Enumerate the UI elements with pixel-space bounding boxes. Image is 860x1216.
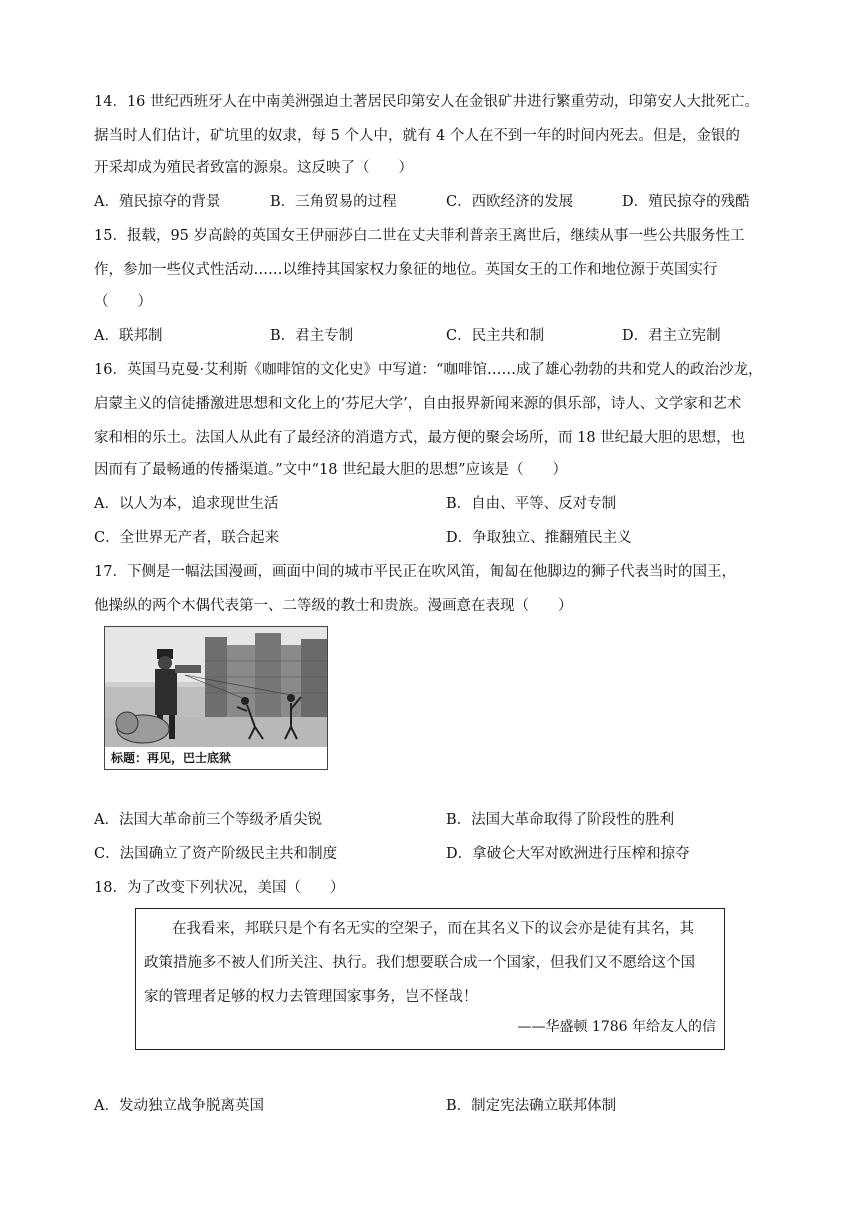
q15-stem-line-1: 15．报载，95 岁高龄的英国女王伊丽莎白二世在丈夫菲利普亲王离世后，继续从事一些公共服务性工: [94, 228, 745, 244]
q16-option-d: D．争取独立、推翻殖民主义: [446, 530, 632, 546]
q14-option-c: C．西欧经济的发展: [446, 194, 574, 210]
q17-option-d: D．拿破仑大军对欧洲进行压榨和掠夺: [446, 846, 690, 862]
q15-option-b: B．君主专制: [270, 328, 354, 344]
q14-option-b: B．三角贸易的过程: [270, 194, 397, 210]
q15-option-d: D．君主立宪制: [622, 328, 721, 344]
cartoon-illustration: [105, 627, 327, 747]
quote-source: ——华盛顿 1786 年给友人的信: [517, 1019, 716, 1035]
q14-stem-line-3: 开采却成为殖民者致富的源泉。这反映了（ ）: [94, 160, 413, 176]
quote-box: [135, 908, 725, 1050]
q15-option-c: C．民主共和制: [446, 328, 545, 344]
q15-stem-line-2: 作，参加一些仪式性活动……以维持其国家权力象征的地位。英国女王的工作和地位源于英国实行: [94, 262, 718, 278]
q14-stem-line-2: 据当时人们估计，矿坑里的奴隶，每 5 个人中，就有 4 个人在不到一年的时间内死去。但是，金银的: [94, 128, 740, 144]
q16-option-a: A．以人为本，追求现世生活: [94, 496, 279, 512]
q16-option-b: B．自由、平等、反对专制: [446, 496, 617, 512]
q15-option-a: A．联邦制: [94, 328, 163, 344]
q14-option-d: D．殖民掠夺的残酷: [622, 194, 750, 210]
q16-option-c: C．全世界无产者，联合起来: [94, 530, 280, 546]
q16-stem-line-1: 16．英国马克曼·艾利斯《咖啡馆的文化史》中写道：“咖啡馆……成了雄心勃勃的共和党人的政治沙龙，: [94, 362, 763, 378]
q14-stem-line-1: 14．16 世纪西班牙人在中南美洲强迫土著居民印第安人在金银矿井进行繁重劳动，印第安人大批死亡。: [94, 94, 760, 110]
cartoon-caption: 标题：再见，巴士底狱: [105, 747, 327, 769]
q17-option-c: C．法国确立了资产阶级民主共和制度: [94, 846, 338, 862]
q17-stem-line-2: 他操纵的两个木偶代表第一、二等级的教士和贵族。漫画意在表现（ ）: [94, 598, 573, 614]
q17-option-a: A．法国大革命前三个等级矛盾尖锐: [94, 812, 322, 828]
q17-option-b: B．法国大革命取得了阶段性的胜利: [446, 812, 675, 828]
quote-line-1: 在我看来，邦联只是个有名无实的空架子，而在其名义下的议会亦是徒有其名，其: [172, 921, 694, 937]
quote-line-2: 政策措施多不被人们所关注、执行。我们想要联合成一个国家，但我们又不愿给这个国: [144, 955, 695, 971]
q14-option-a: A．殖民掠夺的背景: [94, 194, 221, 210]
quote-line-3: 家的管理者足够的权力去管理国家事务，岂不怪哉！: [144, 989, 478, 1005]
q18-option-b: B．制定宪法确立联邦体制: [446, 1098, 617, 1114]
q16-stem-line-2: 启蒙主义的信徒播激进思想和文化上的‘芬尼大学’，自由报界新闻来源的俱乐部，诗人、文学家和艺术: [94, 396, 742, 412]
cartoon-image: [104, 626, 328, 770]
q16-stem-line-3: 家和相的乐土。法国人从此有了最经济的消遣方式，最方便的聚会场所，而 18 世纪最大胆的思想，也: [94, 430, 746, 446]
q18-option-a: A．发动独立战争脱离英国: [94, 1098, 264, 1114]
q18-stem-line-1: 18．为了改变下列状况，美国（ ）: [94, 880, 345, 896]
q17-stem-line-1: 17．下侧是一幅法国漫画，画面中间的城市平民正在吹风笛，匍匐在他脚边的狮子代表当时的国王，: [94, 564, 736, 580]
q15-stem-line-3: （ ）: [94, 294, 152, 310]
q16-stem-line-4: 因而有了最畅通的传播渠道。”文中“18 世纪最大胆的思想”应该是（ ）: [94, 462, 568, 478]
